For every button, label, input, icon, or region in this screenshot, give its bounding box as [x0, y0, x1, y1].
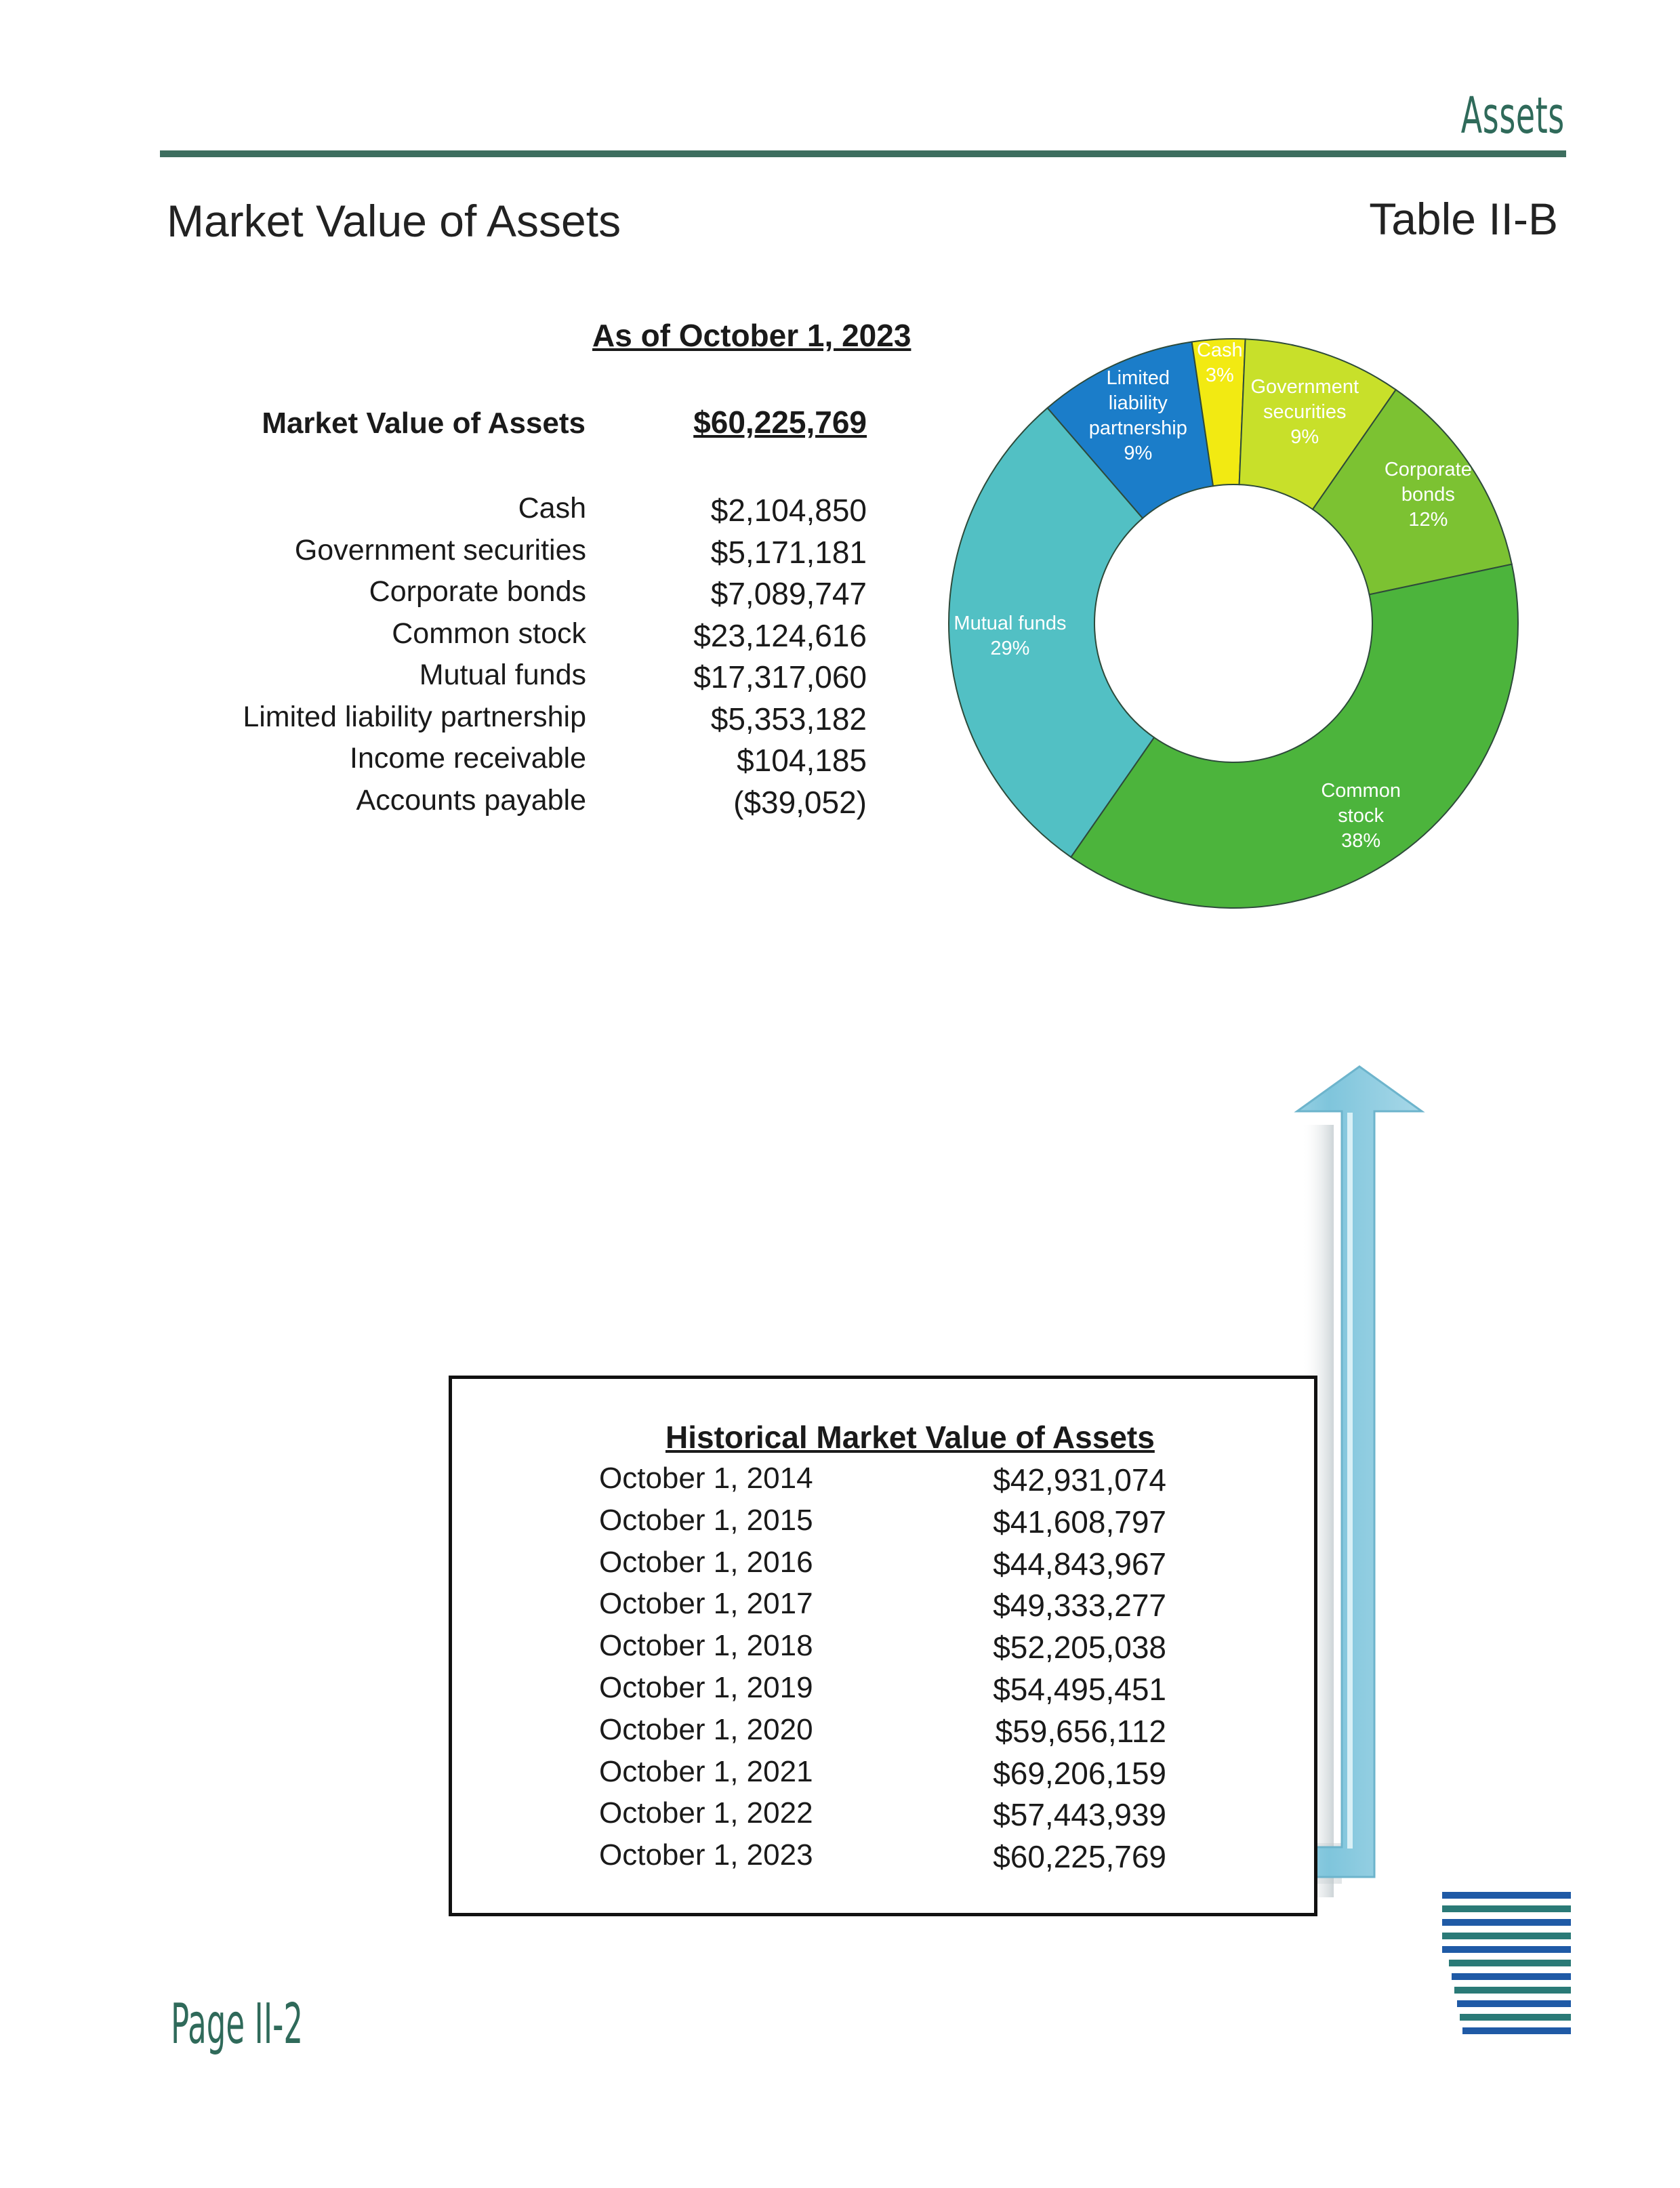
logo-stripe	[1442, 1892, 1571, 1899]
historical-value: $44,843,967	[993, 1546, 1166, 1582]
section-label: Assets	[1460, 87, 1565, 145]
historical-value: $59,656,112	[995, 1713, 1166, 1749]
historical-date: October 1, 2019	[599, 1670, 813, 1704]
logo-stripe	[1462, 2027, 1571, 2034]
total-label: Market Value of Assets	[262, 407, 586, 440]
historical-value: $54,495,451	[993, 1671, 1166, 1707]
donut-label-limited-liability-partnership: Limited liability partnership 9%	[1088, 367, 1187, 465]
historical-row	[0, 1504, 1680, 1546]
historical-row	[0, 1671, 1680, 1713]
asset-value: $5,353,182	[710, 701, 867, 737]
logo-stripe	[1460, 2014, 1571, 2021]
page-title: Market Value of Assets	[167, 196, 621, 246]
asset-label: Income receivable	[350, 742, 586, 775]
asset-label: Government securities	[294, 533, 586, 566]
logo-stripe	[1454, 1987, 1571, 1994]
historical-row	[0, 1755, 1680, 1797]
historical-row	[0, 1629, 1680, 1671]
page-number: Page II-2	[171, 1992, 304, 2057]
as-of-date: As of October 1, 2023	[592, 318, 911, 353]
historical-date: October 1, 2014	[599, 1462, 813, 1495]
logo-stripe	[1449, 1960, 1571, 1966]
historical-date: October 1, 2020	[599, 1712, 813, 1746]
asset-label: Corporate bonds	[369, 575, 586, 608]
donut-label-mutual-funds: Mutual funds 29%	[954, 612, 1067, 659]
historical-value: $42,931,074	[993, 1462, 1166, 1498]
asset-label: Common stock	[392, 617, 586, 650]
historical-date: October 1, 2017	[599, 1587, 813, 1621]
header-rule	[160, 150, 1566, 157]
asset-value: $104,185	[737, 743, 867, 778]
historical-value: $41,608,797	[993, 1504, 1166, 1540]
asset-value: $23,124,616	[693, 617, 867, 653]
historical-date: October 1, 2022	[599, 1796, 813, 1830]
historical-row	[0, 1462, 1680, 1504]
historical-row	[0, 1838, 1680, 1880]
logo-stripe	[1452, 1973, 1571, 1980]
historical-value: $49,333,277	[993, 1588, 1166, 1624]
logo-stripe	[1442, 1933, 1571, 1939]
historical-date: October 1, 2023	[599, 1838, 813, 1872]
donut-label-corporate-bonds: Corporate bonds 12%	[1384, 459, 1472, 531]
historical-title: Historical Market Value of Assets	[665, 1420, 1155, 1455]
historical-row	[0, 1587, 1680, 1629]
historical-value: $57,443,939	[993, 1797, 1166, 1833]
asset-label: Accounts payable	[356, 783, 586, 817]
historical-value: $60,225,769	[993, 1839, 1166, 1875]
donut-label-cash: Cash 3%	[1196, 339, 1243, 387]
asset-allocation-donut-chart	[935, 325, 1532, 922]
logo-stripe	[1442, 1905, 1571, 1912]
asset-value: $5,171,181	[710, 534, 867, 570]
historical-row	[0, 1796, 1680, 1838]
donut-label-government-securities: Government securities 9%	[1250, 376, 1359, 449]
historical-value: $52,205,038	[993, 1630, 1166, 1666]
historical-date: October 1, 2015	[599, 1503, 813, 1537]
asset-value: $7,089,747	[710, 576, 867, 611]
asset-label: Mutual funds	[419, 659, 586, 691]
logo-stripe	[1442, 1946, 1571, 1953]
donut-label-common-stock: Common stock 38%	[1321, 780, 1401, 852]
logo-stripe	[1457, 2000, 1571, 2007]
asset-label: Limited liability partnership	[243, 700, 586, 733]
historical-date: October 1, 2021	[599, 1754, 813, 1788]
historical-date: October 1, 2018	[599, 1629, 813, 1663]
historical-row	[0, 1546, 1680, 1588]
company-logo	[1442, 1885, 1578, 2048]
asset-label: Cash	[518, 492, 586, 524]
historical-row	[0, 1713, 1680, 1755]
total-value: $60,225,769	[693, 405, 867, 440]
historical-values-list	[0, 1462, 1680, 1880]
asset-value: $2,104,850	[710, 493, 867, 528]
asset-value: ($39,052)	[733, 784, 867, 820]
historical-date: October 1, 2016	[599, 1545, 813, 1579]
historical-value: $69,206,159	[993, 1755, 1166, 1791]
asset-value: $17,317,060	[693, 659, 867, 695]
table-id: Table II-B	[1369, 194, 1558, 244]
logo-stripe	[1442, 1919, 1571, 1926]
